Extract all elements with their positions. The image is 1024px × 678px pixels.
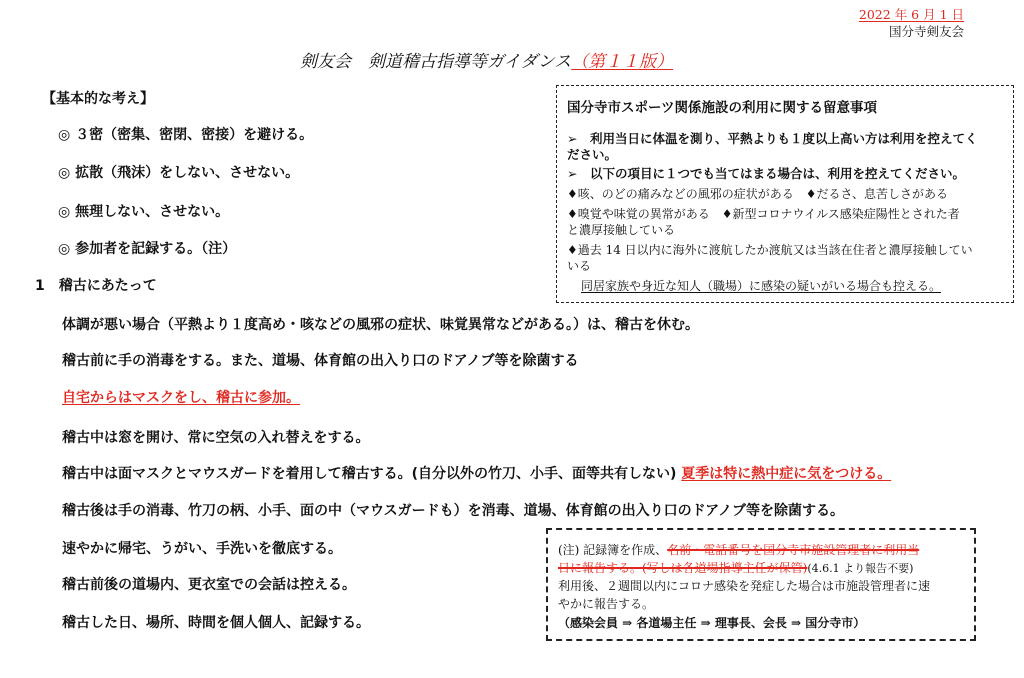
guide-line-5-main: 稽古中は面マスクとマウスガードを着用して稽古する。(自分以外の竹刀、小手、面等共有しない) (62, 466, 677, 482)
guide-line-9: 稽古した日、場所、時間を個人個人、記録する。 (62, 615, 370, 631)
note-line-1 (558, 542, 919, 558)
organization-name: 国分寺剣友会 (888, 24, 964, 39)
guide-line-5-heatstroke: 夏季は特に熱中症に気をつける。 (681, 466, 892, 482)
basic-item-4: ◎ 参加者を記録する。（注） (58, 241, 237, 257)
note-line-2 (558, 560, 913, 577)
facility-rule-line: いる (567, 259, 592, 273)
guide-line-4: 稽古中は窓を開け、常に空気の入れ替えをする。 (62, 430, 370, 446)
guide-line-5 (62, 463, 891, 483)
page-title (300, 47, 673, 72)
facility-rules-box (556, 85, 1014, 303)
note-line-2-normal: (4.6.1 より報告不要) (807, 562, 914, 575)
facility-rule-family: 同居家族や身近な知人（職場）に感染の疑いがいる場合も控える。 (581, 279, 942, 293)
title-main: 剣友会 剣道稽古指導等ガイダンス (300, 52, 572, 72)
document-date: 2022 年 6 月 1 日 (858, 7, 964, 22)
section1-heading: 1 稽古にあたって (35, 278, 157, 294)
guide-line-6: 稽古後は手の消毒、竹刀の柄、小手、面の中（マウスガードも）を消毒、道場、体育館の出入り口のドアノブ等を除菌する。 (62, 503, 845, 519)
note-line-5-report-chain: （感染会員 ⇒ 各道場主任 ⇒ 理事長、会長 ⇒ 国分寺市） (558, 616, 866, 630)
note-line-1-normal: (注) 記録簿を作成、 (558, 543, 668, 557)
guide-line-1: 体調が悪い場合（平熱より１度高め・咳などの風邪の症状、味覚異常などがある。）は、稽古を休む。 (62, 317, 699, 333)
guide-line-7: 速やかに帰宅、うがい、手洗いを徹底する。 (62, 541, 342, 557)
facility-rule-line: ♦咳、のどの痛みなどの風邪の症状がある ♦だるさ、息苦しさがある (567, 187, 949, 201)
facility-rule-line: ➢ 以下の項目に１つでも当てはまる場合は、利用を控えてください。 (567, 166, 965, 181)
basic-item-1: ◎ ３密（密集、密閉、密接）を避ける。 (58, 127, 314, 143)
facility-rule-line: ♦嗅覚や味覚の異常がある ♦新型コロナウイルス感染症陽性とされた者 (567, 207, 960, 221)
facility-rule-line: ➢ 利用当日に体温を測り、平熱よりも１度以上高い方は利用を控えてく (567, 131, 978, 146)
facility-rule-line: と濃厚接触している (567, 223, 676, 237)
basic-item-2: ◎ 拡散（飛沫）をしない、させない。 (58, 165, 300, 181)
note-box (546, 528, 976, 641)
facility-rule-line: ♦過去 14 日以内に海外に渡航したか渡航又は当該在住者と濃厚接触してい (567, 243, 973, 257)
note-line-4: やかに報告する。 (558, 597, 655, 611)
note-line-1-struck: 名前・電話番号を国分寺市施設管理者に利用当 (667, 543, 920, 557)
guide-line-3-mask: 自宅からはマスクをし、稽古に参加。 (62, 390, 300, 406)
basic-heading: 【基本的な考え】 (42, 91, 154, 107)
guide-line-8: 稽古前後の道場内、更衣室での会話は控える。 (62, 577, 356, 593)
facility-box-title: 国分寺市スポーツ関係施設の利用に関する留意事項 (567, 100, 877, 116)
guide-line-2: 稽古前に手の消毒をする。また、道場、体育館の出入り口のドアノブ等を除菌する (62, 353, 579, 369)
basic-item-3: ◎ 無理しない、させない。 (58, 204, 230, 220)
title-edition: （第１１版） (571, 52, 674, 72)
facility-rule-line: ださい。 (567, 147, 618, 162)
note-line-3: 利用後、２週間以内にコロナ感染を発症した場合は市施設管理者に速 (558, 579, 931, 593)
note-line-2-struck: 日に報告する。(写しは各道場指導主任が保管) (558, 561, 808, 575)
